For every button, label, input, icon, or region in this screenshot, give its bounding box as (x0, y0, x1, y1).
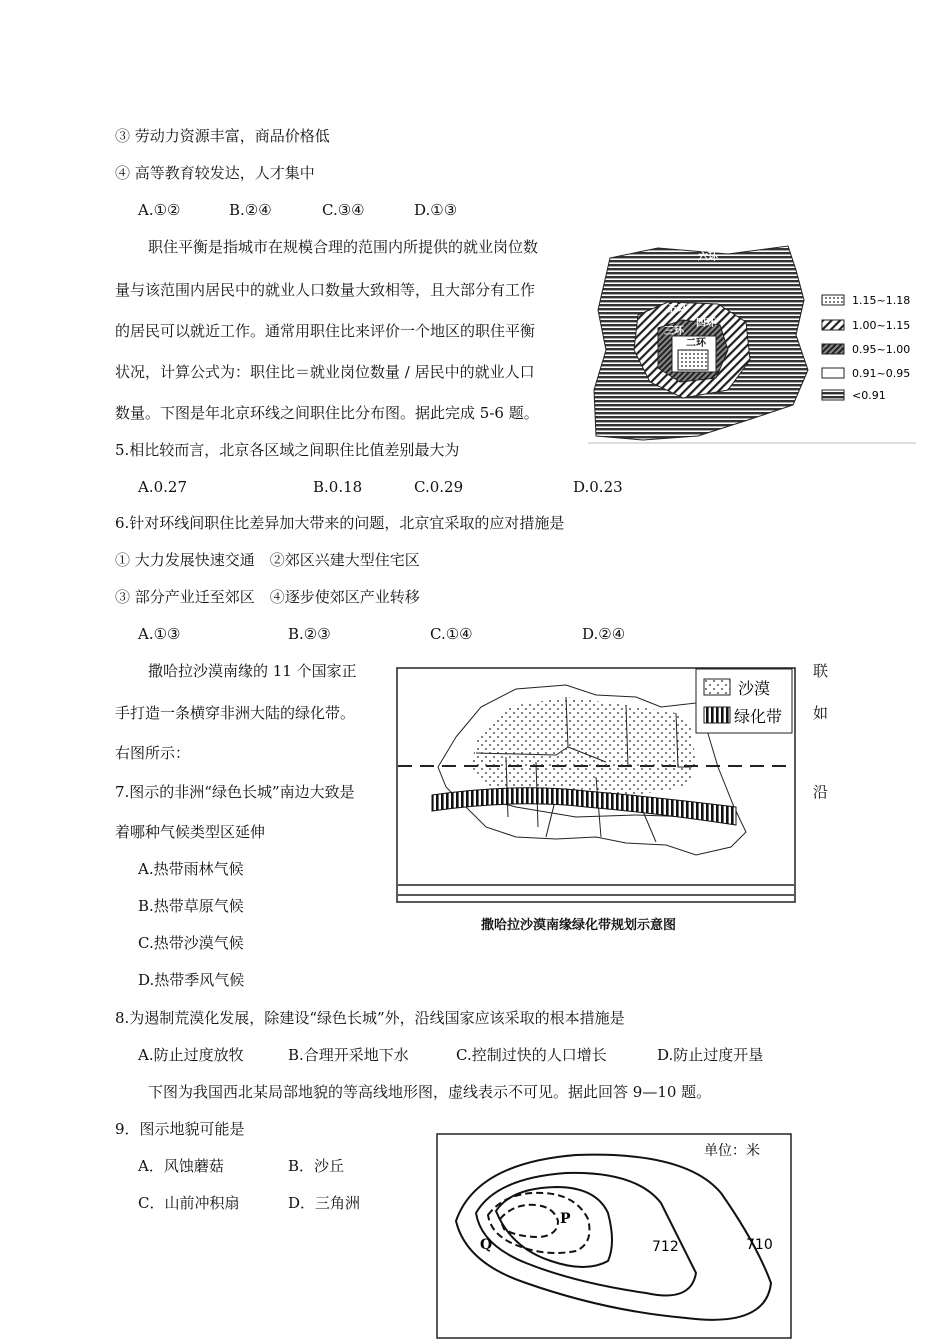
q9-choice-a: A．风蚀蘑菇 (138, 1157, 224, 1175)
q4-item-3: ③ 劳动力资源丰富，商品价格低 (115, 127, 330, 145)
intro-7-8-line-2-end: 如 (813, 704, 829, 722)
q4-choice-c: C.③④ (322, 201, 365, 219)
legend-1: 1.15~1.18 (852, 294, 911, 307)
q8-stem: 8.为遏制荒漠化发展，除建设“绿色长城”外，沿线国家应该采取的根本措施是 (115, 1009, 625, 1027)
intro-5-6-line-5: 数量。下图是年北京环线之间职住比分布图。据此完成 5-6 题。 (115, 404, 539, 422)
point-p: P (560, 1211, 571, 1227)
q7-choice-b: B.热带草原气候 (138, 897, 244, 915)
intro-5-6-line-4: 状况，计算公式为：职住比＝就业岗位数量 / 居民中的就业人口 (115, 363, 535, 381)
q5-choice-b: B.0.18 (313, 478, 363, 496)
intro-7-8-line-2: 手打造一条横穿非洲大陆的绿化带。 (115, 704, 356, 722)
africa-map-legend (696, 669, 792, 733)
q7-stem-end: 沿 (813, 783, 829, 801)
q5-choice-c: C.0.29 (414, 478, 464, 496)
intro-7-8-line-1-end: 联 (813, 662, 829, 680)
legend-4: 0.91~0.95 (852, 367, 911, 380)
q8-choice-d: D.防止过度开垦 (657, 1046, 764, 1064)
q4-choice-b: B.②④ (229, 201, 272, 219)
africa-green-belt-map (396, 667, 796, 907)
q4-choice-d: D.①③ (414, 201, 458, 219)
q9-choice-b: B．沙丘 (288, 1157, 345, 1175)
intro-5-6-line-1: 职住平衡是指城市在规模合理的范围内所提供的就业岗位数 (148, 238, 539, 256)
q5-stem: 5.相比较而言，北京各区域之间职住比值差别最大为 (115, 441, 460, 459)
legend-desert: 沙漠 (738, 679, 771, 698)
legend-2: 1.00~1.15 (852, 319, 911, 332)
beijing-map-legend (822, 294, 910, 402)
q6-choice-c: C.①④ (430, 625, 473, 643)
beijing-ratio-map (588, 240, 918, 445)
q6-choice-d: D.②④ (582, 625, 626, 643)
q7-choice-d: D.热带季风气候 (138, 971, 245, 989)
q6-choice-a: A.①③ (138, 625, 181, 643)
legend-3: 0.95~1.00 (852, 343, 911, 356)
africa-map-caption: 撒哈拉沙漠南缘绿化带规划示意图 (481, 918, 677, 933)
contour-unit: 单位：米 (704, 1143, 760, 1159)
contour-map (436, 1133, 792, 1339)
legend-green-belt: 绿化带 (734, 707, 783, 726)
q8-choice-c: C.控制过快的人口增长 (456, 1046, 607, 1064)
ring-2-label: 二环 (686, 338, 706, 349)
q4-choice-a: A.①② (138, 201, 181, 219)
q7-choice-a: A.热带雨林气候 (138, 860, 244, 878)
ring-4-label: 四环 (696, 318, 716, 329)
intro-9-10: 下图为我国西北某局部地貌的等高线地形图，虚线表示不可见。据此回答 9—10 题。 (148, 1083, 712, 1101)
intro-5-6-line-3: 的居民可以就近工作。通常用职住比来评价一个地区的职住平衡 (115, 322, 536, 340)
ring-3-label: 三环 (664, 326, 684, 337)
legend-5: <0.91 (852, 389, 886, 402)
q6-items-3-4: ③ 部分产业迁至郊区 ④逐步使郊区产业转移 (115, 588, 420, 606)
ring-6-label: 六环 (698, 252, 718, 263)
contour-710: 710 (746, 1237, 773, 1253)
q5-choice-d: D.0.23 (573, 478, 623, 496)
ring-5-label: 五环 (668, 304, 688, 315)
point-q: Q (480, 1237, 493, 1253)
contour-712: 712 (652, 1239, 679, 1255)
q9-stem: 9．图示地貌可能是 (115, 1120, 245, 1138)
q5-choice-a: A.0.27 (138, 478, 187, 496)
q8-choice-a: A.防止过度放牧 (138, 1046, 244, 1064)
intro-5-6-line-2: 量与该范围内居民中的就业人口数量大致相等，且大部分有工作 (115, 281, 536, 299)
q9-choice-c: C．山前冲积扇 (138, 1194, 240, 1212)
q6-items-1-2: ① 大力发展快速交通 ②郊区兴建大型住宅区 (115, 551, 420, 569)
q6-choice-b: B.②③ (288, 625, 331, 643)
q7-stem: 7.图示的非洲“绿色长城”南边大致是 (115, 783, 355, 801)
q4-item-4: ④ 高等教育较发达，人才集中 (115, 164, 315, 182)
q6-stem: 6.针对环线间职住比差异加大带来的问题，北京宜采取的应对措施是 (115, 514, 565, 532)
q7-choice-c: C.热带沙漠气候 (138, 934, 244, 952)
intro-7-8-line-1: 撒哈拉沙漠南缘的 11 个国家正 (148, 662, 357, 680)
q7-stem-2: 着哪种气候类型区延伸 (115, 823, 266, 841)
q9-choice-d: D．三角洲 (288, 1194, 361, 1212)
intro-7-8-line-3: 右图所示： (115, 744, 191, 762)
q8-choice-b: B.合理开采地下水 (288, 1046, 409, 1064)
